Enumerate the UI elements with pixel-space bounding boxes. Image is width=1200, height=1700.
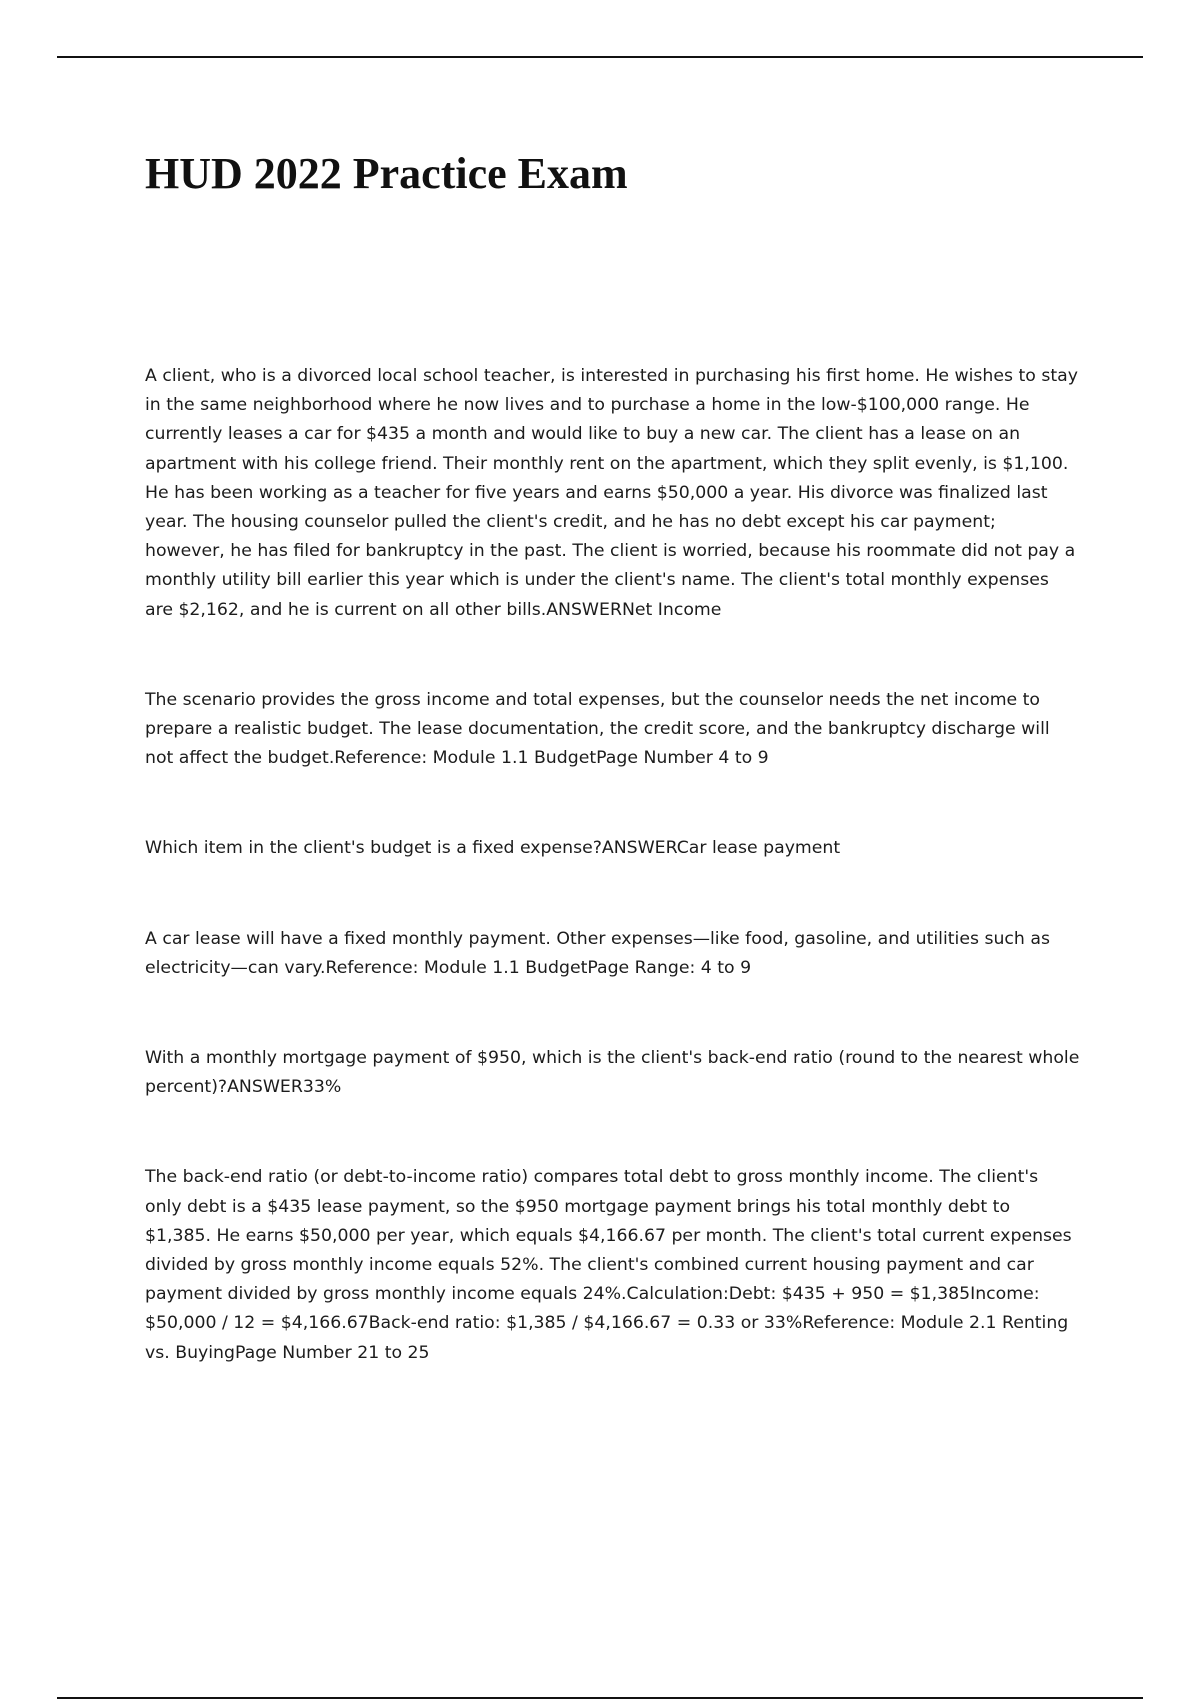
question-back-end-ratio-paragraph: With a monthly mortgage payment of $950, which is the client's back-end ratio (round to the nearest whole percent)?ANSWER33% xyxy=(145,1048,1080,1098)
explanation-fixed-expense-paragraph: A car lease will have a fixed monthly payment. Other expenses—like food, gasoline, and utilities such as electricity—can vary.Reference: Module 1.1 BudgetPage Range: 4 to 9 xyxy=(145,928,1050,978)
document-body xyxy=(145,362,1080,1368)
page-title: HUD 2022 Practice Exam xyxy=(145,149,628,198)
explanation-back-end-ratio-paragraph: The back-end ratio (or debt-to-income ratio) compares total debt to gross monthly income. The client's only debt is a $435 lease payment, so the $950 mortgage payment brings his total monthly debt to $1,385. He earns $50,000 per year, which equals $4,166.67 per month. The client's total current expenses divided by gross monthly income equals 52%. The client's combined current housing payment and car payment divided by gross monthly income equals 24%.Calculation:Debt: $435 + 950 = $1,385Income: $50,000 / 12 = $4,166.67Back-end ratio: $1,385 / $4,166.67 = 0.33 or 33%Reference: Module 2.1 Renting vs. BuyingPage Number 21 to 25 xyxy=(145,1167,1072,1363)
bottom-rule xyxy=(57,1697,1143,1699)
question-fixed-expense-paragraph: Which item in the client's budget is a fixed expense?ANSWERCar lease payment xyxy=(145,838,841,859)
top-rule xyxy=(57,56,1143,58)
question-scenario-paragraph: A client, who is a divorced local school teacher, is interested in purchasing his first home. He wishes to stay in the same neighborhood where he now lives and to purchase a home in the low-$100,000 range. He currently leases a car for $435 a month and would like to buy a new car. The client has a lease on an apartment with his college friend. Their monthly rent on the apartment, which they split evenly, is $1,100. He has been working as a teacher for five years and earns $50,000 a year. His divorce was finalized last year. The housing counselor pulled the client's credit, and he has no debt except his car payment; however, he has filed for bankruptcy in the past. The client is worried, because his roommate did not pay a monthly utility bill earlier this year which is under the client's name. The client's total monthly expenses are $2,162, and he is current on all other bills.ANSWERNet Income xyxy=(145,366,1078,620)
explanation-net-income-paragraph: The scenario provides the gross income and total expenses, but the counselor needs the net income to prepare a realistic budget. The lease documentation, the credit score, and the bankruptcy discharge will not affect the budget.Reference: Module 1.1 BudgetPage Number 4 to 9 xyxy=(145,689,1050,769)
